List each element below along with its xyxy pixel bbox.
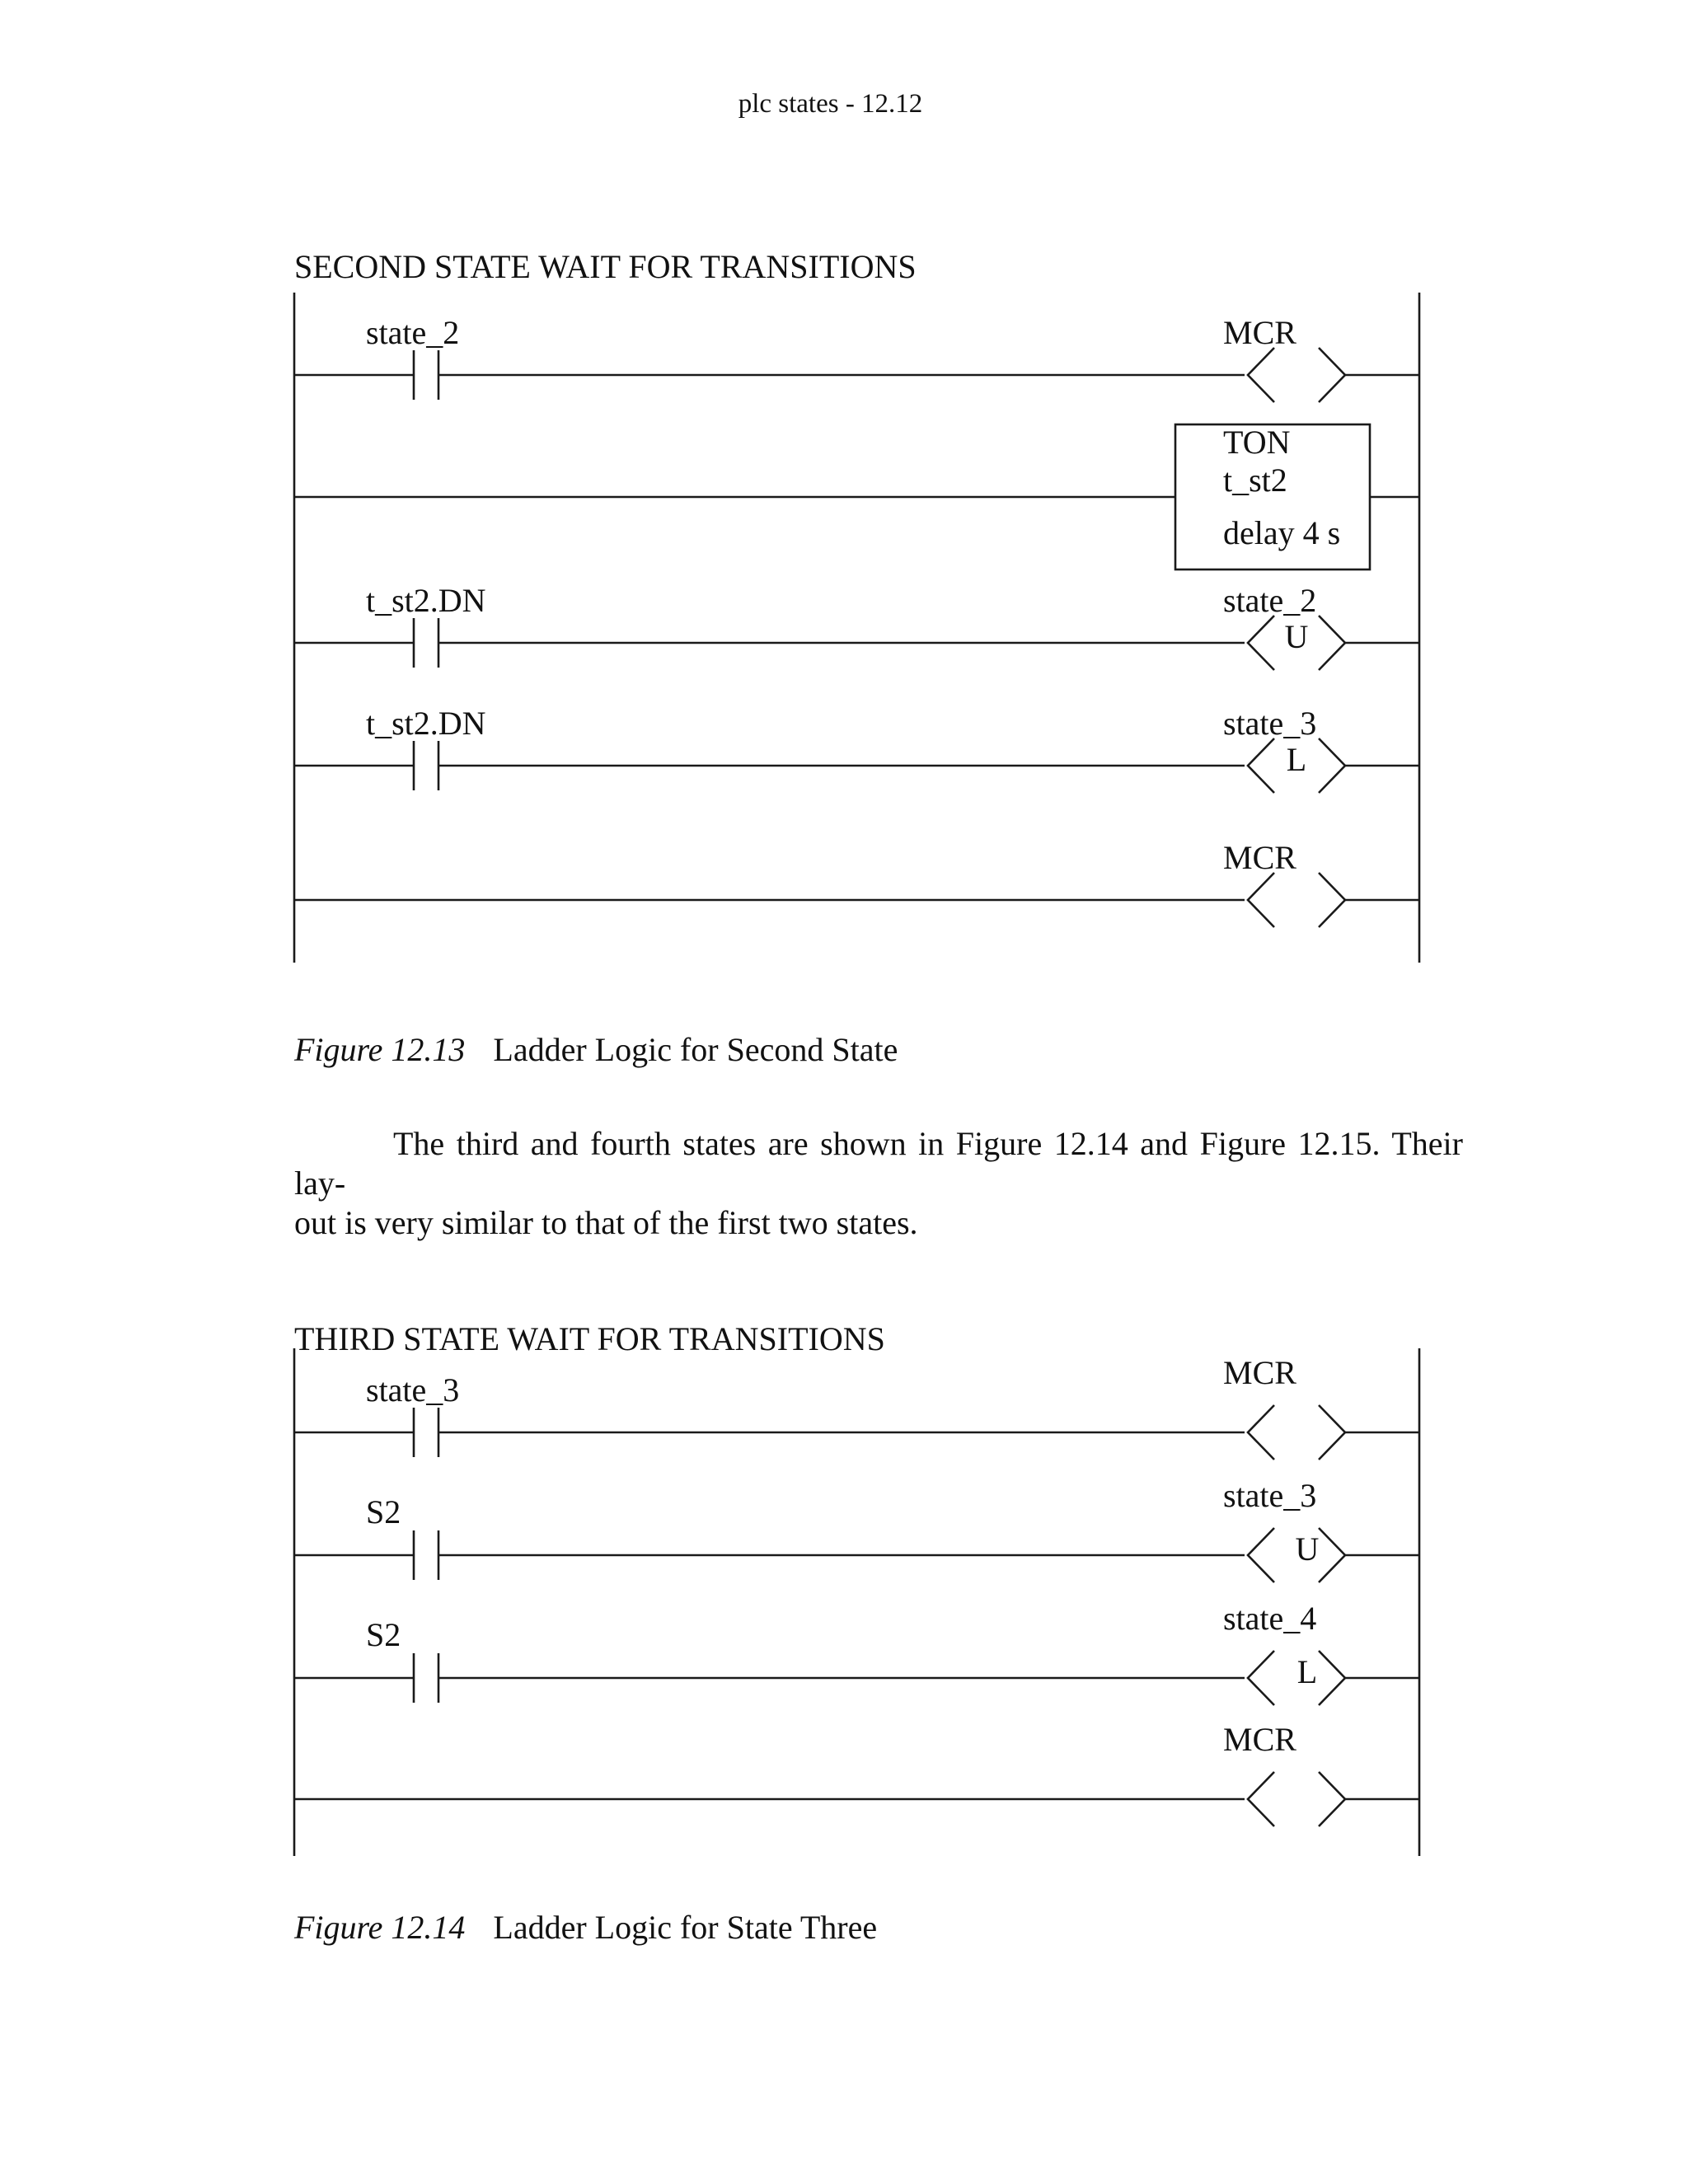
coil-mode: U — [1295, 1530, 1320, 1568]
contact-label: state_3 — [366, 1371, 460, 1408]
timer-delay: delay 4 s — [1223, 514, 1341, 551]
figure-number: Figure 12.14 — [294, 1909, 466, 1946]
running-header: plc states - 12.12 — [738, 89, 923, 119]
rung-4 — [294, 1721, 1419, 1826]
coil-label: state_3 — [1223, 705, 1317, 742]
figure-caption-text: Ladder Logic for State Three — [493, 1909, 878, 1946]
rung-1 — [294, 1354, 1419, 1460]
figure-caption-text: Ladder Logic for Second State — [493, 1031, 898, 1068]
coil — [1248, 1772, 1345, 1826]
contact-label: state_2 — [366, 314, 460, 351]
coil-mode: U — [1284, 618, 1309, 655]
paragraph-line-1: The third and fourth states are shown in Figure 12.14 and Figure 12.15. Their lay- — [294, 1125, 1463, 1202]
figure-number: Figure 12.13 — [294, 1031, 466, 1068]
coil-label: state_2 — [1223, 582, 1317, 619]
coil-mode: L — [1296, 1653, 1318, 1690]
coil-label: MCR — [1223, 1721, 1296, 1758]
rung-2 — [294, 1477, 1419, 1582]
coil-mode: L — [1286, 741, 1307, 778]
coil-label: state_4 — [1223, 1600, 1317, 1637]
rung-3 — [294, 1600, 1419, 1705]
timer-name: t_st2 — [1223, 462, 1287, 499]
figure-caption — [294, 1908, 877, 1947]
paragraph-line-2: out is very similar to that of the first two states. — [294, 1204, 918, 1241]
diagram-title: THIRD STATE WAIT FOR TRANSITIONS — [294, 1320, 885, 1357]
coil-label: MCR — [1223, 314, 1296, 351]
timer-type: TON — [1223, 424, 1291, 461]
contact-label: t_st2.DN — [366, 582, 486, 619]
contact-no — [414, 1408, 438, 1457]
contact-no — [414, 1653, 438, 1703]
contact-label: S2 — [366, 1616, 401, 1653]
contact-label: S2 — [366, 1493, 401, 1530]
contact-label: t_st2.DN — [366, 705, 486, 742]
coil — [1248, 1405, 1345, 1460]
diagram-title: SECOND STATE WAIT FOR TRANSITIONS — [294, 248, 917, 285]
coil-label: MCR — [1223, 839, 1296, 876]
contact-no — [414, 1530, 438, 1580]
coil-label: state_3 — [1223, 1477, 1317, 1514]
coil-label: MCR — [1223, 1354, 1296, 1391]
